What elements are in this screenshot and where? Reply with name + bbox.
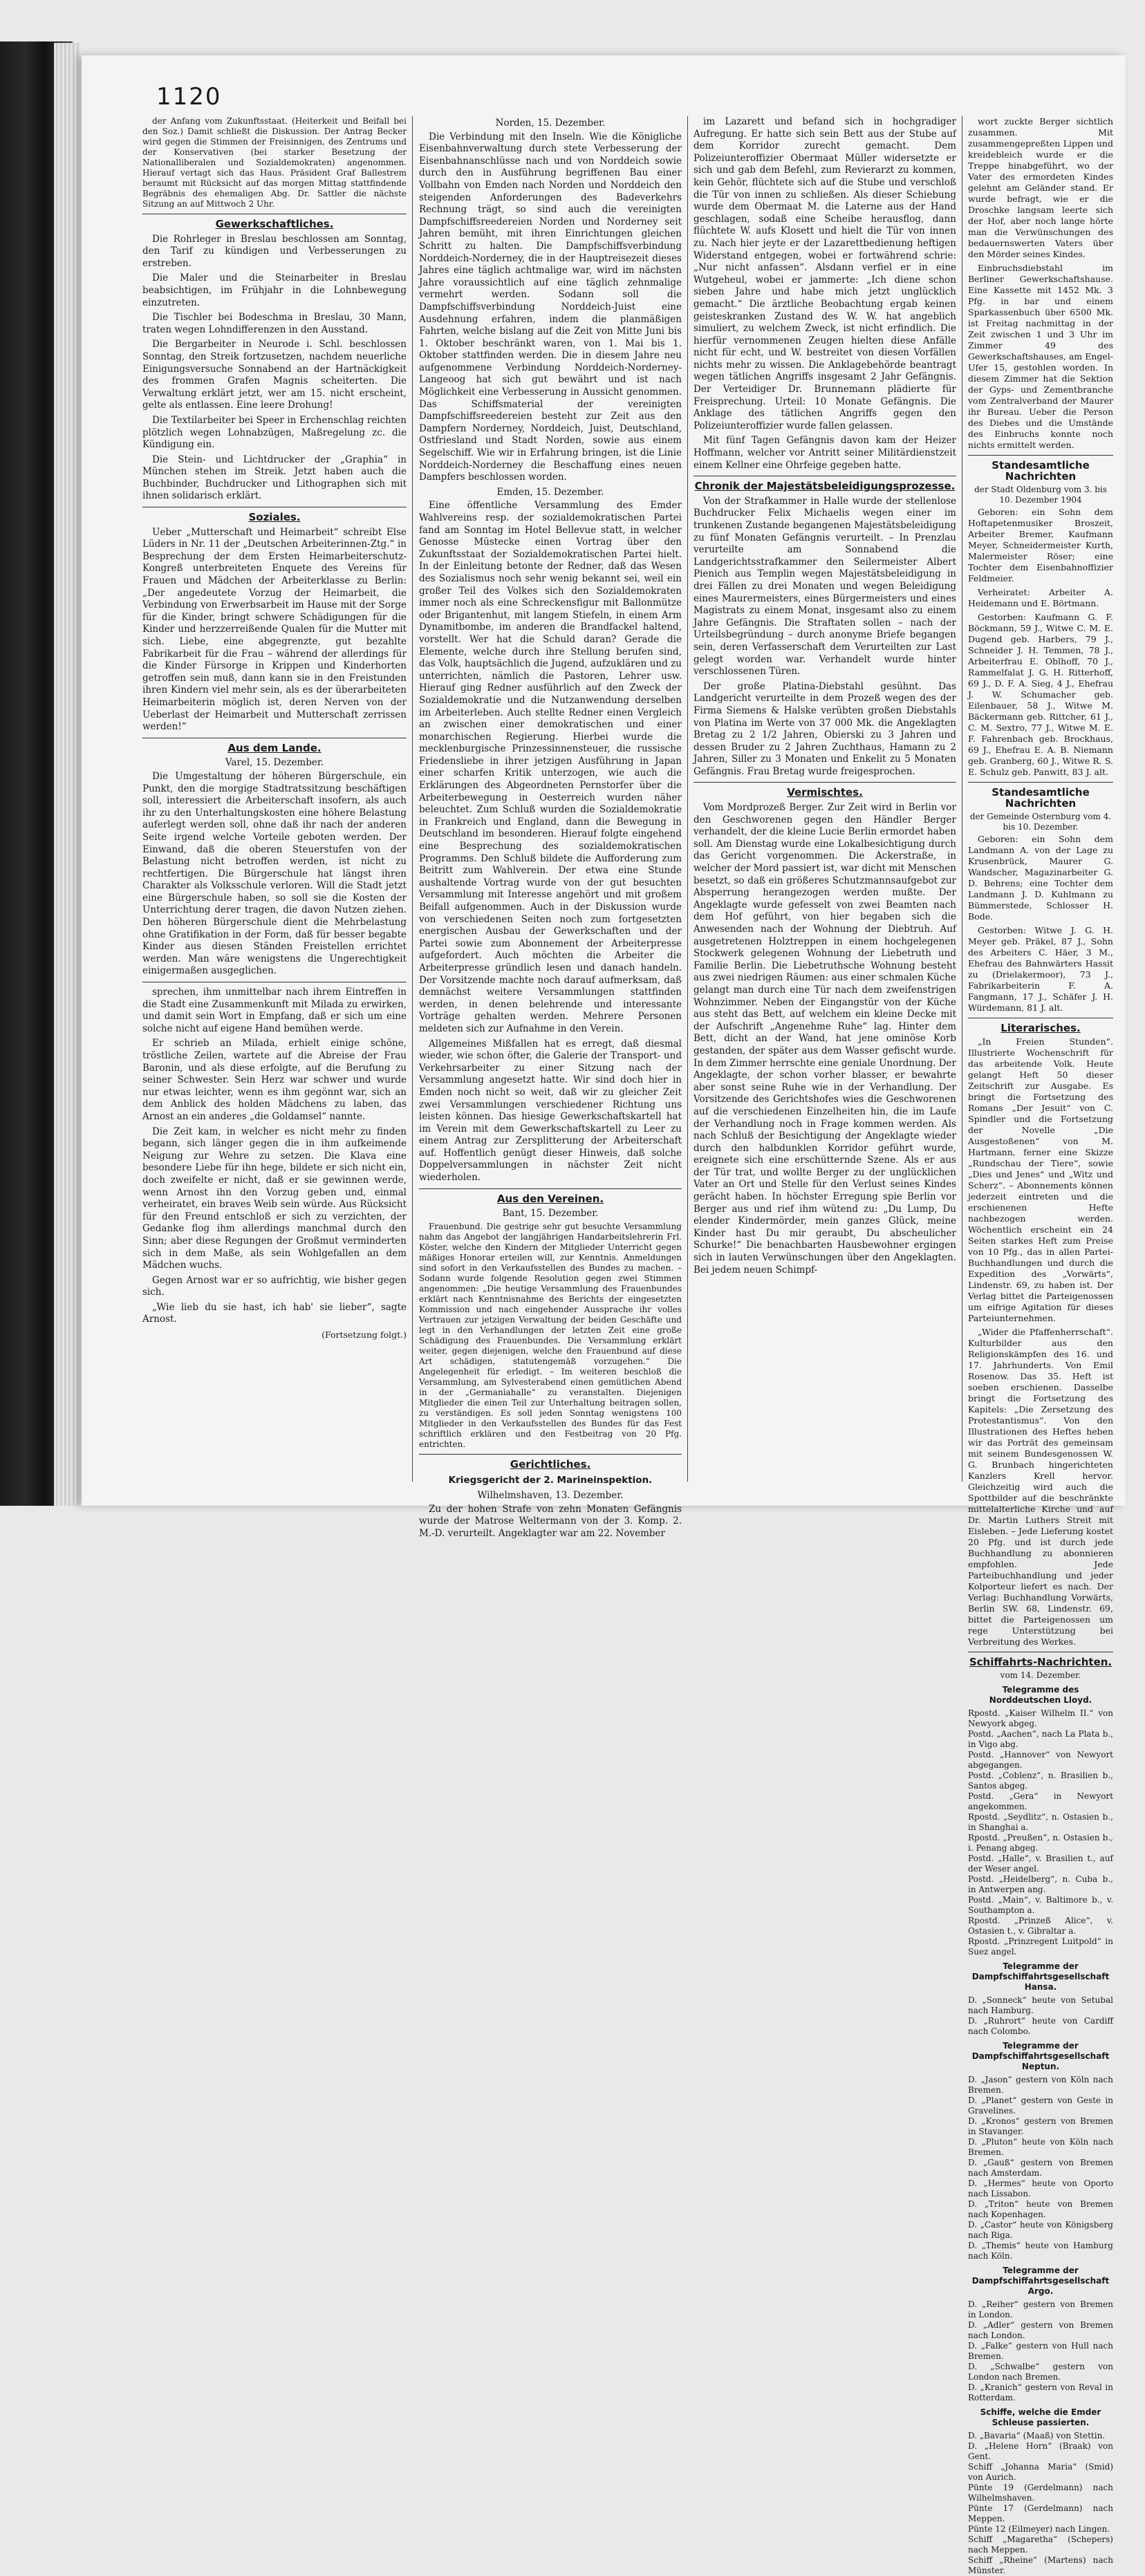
- article-paragraph: im Lazarett und befand sich in hochgradiger Aufregung. Er hatte sich sein Bett aus der Stube auf dem Korridor zurecht gemacht. Dem Polizeiunteroffizier Obermaat Müller widersetzte er sich und gab dem Befehl, zum Revierarzt zu kommen, kein Gehör, flüchtete sich auf die Stube und verschloß die Tür von innen zu schließen. Als dieser Schiebung wurde dem Obermaat M. die Laterne aus der Hand geschlagen, sodaß eine Scheibe herausflog, dann flüchtete W. aufs Klosett und hielt die Tür von innen zu. Nach hier jeyte er der Lazarettbedienung heftigen Widerstand entgegen, wobei er fortwährend schrie: „Nur nicht anfassen“. Alsdann verfiel er in eine Wutgeheul, wobei er jammerte: „Ich diene schon sieben Jahre und habe mich jetzt unglücklich gemacht.“ Die ärztliche Beobachtung ergab keinen geisteskranken Zustand des W. W. hat angeblich simuliert, zu welchem Zweck, ist nicht erfindlich. Die hierfür vernommenen Zeugen hielten diese Anfälle nicht für echt, und W. bestreitet von diesen Vorfällen nichts mehr zu wissen. Die Anklagebehörde beantragt wegen tätlichen Angriffs insgesamt 2 Jahr Gefängnis. Der Verteidiger Dr. Brunnemann plädierte für Freisprechung. Urteil: 10 Monate Gefängnis. Die Anklage des tätlichen Angriffs gegen den Polizeiunteroffizier wurde fallen gelassen.: [693, 116, 956, 431]
- shipping-line: D. „Pluton“ heute von Köln nach Bremen.: [968, 2137, 1113, 2157]
- dateline: Wilhelmshaven, 13. Dezember.: [477, 1490, 624, 1502]
- continued-note: (Fortsetzung folgt.): [322, 1329, 407, 1341]
- article-paragraph: Einbruchsdiebstahl im Berliner Gewerkschaftshause. Eine Kassette mit 1452 Mk. 3 Pfg. in bar und einem Sparkassenbuch über 6500 Mk. ist Freitag nachmittag in der Zeit zwischen 1 und 3 Uhr im Zimmer 49 des Gewerkschaftshauses, am Engel-Ufer 15, gestohlen worden. In diesem Zimmer hat die Sektion der Gyps- und Zementbranche vom Zentralverband der Maurer ihr Bureau. Ueber die Person des Diebes und die Umstände des Einbruchs konnte noch nichts ermittelt werden.: [968, 263, 1113, 450]
- article-paragraph: Eine öffentliche Versammlung des Emder Wahlvereins resp. der sozialdemokratischen Partei fand am Sonntag im Hotel Bellevue statt, in welcher Genosse Müstecke einen Vortrag über den Zukunftsstaat der Sozialdemokratischen Partei hielt. In der Einleitung betonte der Redner, daß das Wesen des Sozialismus noch sehr wenig bekannt sei, weil ein großer Teil des Volkes sich den Sozialdemokraten immer noch als eine Schreckensfigur mit Ballonmütze oder Brigantenhut, mit langem Stiefeln, in einem Arm Dynamitbombe, im anderen die Brandfackel haltend, vorstellt. Wer hat die Schuld daran? Gerade die Elemente, welche durch ihre Stellung berufen sind, das Volk, hauptsächlich die Jugend, aufzuklären und zu unterrichten, nämlich die Pastoren, Lehrer usw. Hierauf ging Redner ausführlich auf den Zweck der Sozialdemokratie und die Nutzanwendung derselben im Arbeiterleben. Auch stellte Redner einen Vergleich an zwischen einer demokratischen und einer monarchischen Regierung. Hierbei wurde die mecklenburgische Prinzessinnensteuer, die russische Friedensliebe in ihrer jetzigen Ausführung in Japan einer scharfen Kritik unterzogen, wie auch die Erklärungen des Abgeordneten Pernstorfer über die Arbeiterbewegung in Oesterreich wurden näher beleuchtet. Zum Schluß wurden die Sozialdemokratie in Frankreich und England, dann die Bewegung in Deutschland im besonderen. Hierauf folgte eingehend eine Besprechung des sozialdemokratischen Programms. Den Schluß bildete die Aufforderung zum Beitritt zum Wahlverein. Der etwa eine Stunde aushaltende Vortrag wurde von der gut besuchten Versammlung mit Interesse angehört und mit großem Beifall aufgenommen. Auch in der Diskussion wurde von verschiedenen Seiten noch zum fortgesetzten energischen Ausbau der Gewerkschaften und der Partei sowie zum Abonnement der Arbeiterpresse aufgefordert. Auch möchten die Arbeiter die Arbeiterpresse gründlich lesen und danach handeln. Der Vorsitzende machte noch darauf aufmerksam, daß demnächst weitere Versammlungen stattfinden werden, in denen belehrende und interessante Vorträge gehalten werden. Mehrere Personen meldeten sich zur Aufnahme in den Verein.: [419, 500, 682, 1034]
- serial-story-paragraph: Gegen Arnost war er so aufrichtig, wie bisher gegen sich.: [142, 1274, 407, 1298]
- article-paragraph: Die Textilarbeiter bei Speer in Erchenschlag reichten plötzlich wegen Lohnabzügen, Maßregelung zc. die Kündigung ein.: [142, 414, 407, 451]
- shipping-line: D. „Triton“ heute von Bremen nach Kopenhagen.: [968, 2199, 1113, 2219]
- article-paragraph: Die Umgestaltung der höheren Bürgerschule, ein Punkt, den die morgige Stadtratssitzung beschäftigen soll, interessiert die Arbeiterschaft insofern, als auch ihr zu den Unterhaltungskosten eine höhere Belastung auferlegt werden soll, ohne daß ihr nach der anderen Seite irgend welche Vorteile geboten werden. Der Einwand, daß die oberen Steuerstufen von der Belastung nicht betroffen werden, ist nicht zu rechtfertigen. Die Bürgerschule hat längst ihren Charakter als Volksschule verloren. Will die Stadt jetzt eine Bürgerschule haben, so soll sie die Kosten der Unterrichtung derer tragen, die davon Nutzen ziehen. Den höheren Bürgerschule dient die Mehrbelastung ohne Gratifikation in der Form, daß für besser begabte Kinder aus diesen Ständen Freistellen errichtet werden. Man wäre wenigstens die Ungerechtigkeit einigermaßen ausgeglichen.: [142, 770, 407, 977]
- subheading: der Stadt Oldenburg vom 3. bis 10. Dezember 1904: [974, 485, 1107, 505]
- telegram-list: [968, 2299, 1113, 2403]
- article-paragraph: Die Stein- und Lichtdrucker der „Graphia“ in München stehen im Streik. Jetzt haben auch die Buchbinder, Buchdrucker und Lithographen sich mit ihnen solidarisch erklärt.: [142, 454, 407, 502]
- telegram-heading: Telegramme der Dampfschiffahrtsgesellschaft Neptun.: [971, 2041, 1110, 2071]
- section-divider: [419, 1188, 682, 1189]
- section-divider: [968, 782, 1113, 783]
- article-paragraph: Der große Platina-Diebstahl gesühnt. Das Landgericht verurteilte in dem Prozeß wegen des der Firma Siemens & Halske verübten großen Diebstahls von Platina im Werte von 37 000 Mk. die Angeklagten Bretag zu 2 1/2 Jahren, Obierski zu 3 Jahren und dessen Bruder zu 2 Jahren Zuchthaus, Hamann zu 2 Jahren, Siller zu 3 Monaten und Enkelit zu 5 Monaten Gefängnis. Frau Bretag wurde freigesprochen.: [693, 680, 956, 777]
- section-heading-schiffahrt: Schiffahrts-Nachrichten.: [969, 1656, 1113, 1668]
- section-heading-gewerkschaftliches: Gewerkschaftliches.: [215, 218, 334, 230]
- page-edges: [54, 43, 80, 1506]
- article-paragraph: Die Bergarbeiter in Neurode i. Schl. beschlossen Sonntag, den Streik fortzusetzen, nachdem neuerliche Einigungsversuche Sonnabend an der Hartnäckigkeit des frommen Grafen Magnis scheiterten. Die Verwaltung erklärt jetzt, wer am 15. nicht erscheint, gelte als entlassen. Eine leere Drohung!: [142, 339, 407, 411]
- article-paragraph: Geboren: ein Sohn dem Hoftapetenmusiker Broszeit, Arbeiter Bremer, Kaufmann Meyer, Schneidermeister Kurth, Malermeister Röser; eine Tochter dem Eisenbahnoffizier Feldmeier.: [968, 507, 1113, 584]
- dateline: Emden, 15. Dezember.: [496, 486, 604, 498]
- column-rule: [687, 116, 688, 1482]
- shipping-line: Schiff „Johanna Maria“ (Smid) von Aurich.: [968, 2462, 1113, 2482]
- column-2: [419, 116, 682, 1539]
- shipping-line: D. „Helene Horn“ (Braak) von Gent.: [968, 2441, 1113, 2461]
- shipping-line: Pünte 12 (Eilmeyer) nach Lingen.: [968, 2524, 1110, 2534]
- section-heading-standesamt-oldenburg: Standesamtliche Nachrichten: [992, 459, 1090, 483]
- shipping-line: Postd. „Coblenz“, n. Brasilien b., Santos abgeg.: [968, 1771, 1113, 1791]
- dateline: Varel, 15. Dezember.: [225, 757, 324, 769]
- shipping-line: Postd. „Gera“ in Newyort angekommen.: [968, 1791, 1113, 1811]
- shipping-line: Postd. „Aachen“, nach La Plata b., in Vigo abg.: [968, 1729, 1113, 1749]
- shipping-line: D. „Themis“ heute von Hamburg nach Köln.: [968, 2241, 1113, 2261]
- article-paragraph: Allgemeines Mißfallen hat es erregt, daß diesmal wieder, wie schon öfter, die Galerie der Transport- und Verkehrsarbeiter zu einer Sitzung nach der Versammlung angesetzt hatte. Wir sind doch hier in Emden noch nicht so weit, daß wir zu gleicher Zeit zwei Versammlungen verschiedener Richtung uns leisten können. Das hiesige Gewerkschaftskartell hat im Verein mit dem Gewerkschaftskartell zu Leer zu einem Antrag zur Zersplitterung der Arbeiterschaft auf. Hoffentlich genügt dieser Hinweis, daß solche Doppelversammlungen in nächster Zeit nicht wiederholen.: [419, 1038, 682, 1184]
- section-divider: [968, 455, 1113, 456]
- shipping-line: D. „Bavaria“ (Maaß) von Stettin.: [968, 2431, 1106, 2440]
- section-heading-standesamt-osternburg: Standesamtliche Nachrichten: [992, 786, 1090, 810]
- telegram-heading: Telegramme der Dampfschiffahrtsgesellschaft Argo.: [971, 2266, 1110, 2296]
- article-paragraph: Von der Strafkammer in Halle wurde der stellenlose Buchdrucker Felix Michaelis wegen einer im trunkenen Zustande begangenen Majestätsbeleidigung zu fünf Monaten Gefängnis verurteilt. – In Prenzlau verurteilte am Sonnabend die Landgerichtsstrafkammer den Seilermeister Albert Pienich aus Templin wegen Majestätsbeleidigung in drei Fällen zu drei Monaten und wegen Beleidigung eines Maurermeisters, eines Bürgermeisters und eines Magistrats zu einem Monat, insgesamt also zu einem Jahre Gefängnis. Die Straftaten sollen – nach der Urteilsbegründung – durch anonyme Briefe begangen sein, deren Verfasserschaft dem Verurteilten zur Last gelegt worden war. Verhandelt wurde hinter verschlossenen Türen.: [693, 495, 956, 678]
- subheading-kriegsgericht: Kriegsgericht der 2. Marineinspektion.: [448, 1475, 653, 1486]
- shipping-line: Postd. „Main“, v. Baltimore b., v. Southampton a.: [968, 1895, 1113, 1915]
- article-paragraph: Vom Mordprozeß Berger. Zur Zeit wird in Berlin vor den Geschworenen gegen den Händler Berger verhandelt, der die kleine Lucie Berlin ermordet haben soll. Am Dienstag wurde eine Lokalbesichtigung durch das Gericht vorgenommen. Die Ackerstraße, in welcher der Mord passiert ist, war dicht mit Menschen besetzt, so daß ein größeres Schutzmannsaufgebot zur Absperrung herangezogen werden mußte. Der Angeklagte wurde gefesselt von zwei Beamten nach dem Hof geführt, von hier begaben sich die Anwesenden nach der Wohnung der Diebtruh. Auf ausgetretenen Holztreppen in einem hochgelegenen Stockwerk gelegenen Wohnung der Liebetruth und Familie Berlin. Die Liebetruthsche Wohnung besteht aus zwei niedrigen Räumen: aus einer schmalen Küche gelangt man durch eine Tür nach dem zweifenstrigen Wohnzimmer. Neben der Eingangstür von der Küche aus steht das Bett, auf welchem ein kleine Decke mit der Aufschrift „Angenehme Ruhe“ lag. Hinter dem Bett, dicht an der Wand, hat jene ominöse Korb gestanden, der später aus dem Wasser gefischt wurde. In dem Zimmer herrschte eine geniale Unordnung. Der Angeklagte, der schon vorher blasser, er bewahrte aber sonst seine Ruhe wie in der Verhandlung. Der Vorsitzende des Gerichtshofes wies die Geschworenen auf die verschiedenen Einzelheiten hin, die im Laufe der Verhandlung noch in Frage kommen werden. Als nach Schluß der Besichtigung der Angeklagte wieder durch den halbdunklen Korridor geführt wurde, ereignete sich eine erschütternde Szene. Als er aus der Tür trat, und wollte Berger zu der unglücklichen Vater an Ort und Stelle für den Verlust seines Kindes gerächt haben. In höchster Erregung spie Berlin vor Berger aus und rief ihm wütend zu: „Du Lump, Du elender Kindermörder, mein ganzes Glück, meine Kinder hast Du mir geraubt, Du abscheulicher Schurke!“ Die benachbarten Hausbewohner ergingen sich in lauten Verwünschungen über den Angeklagten. Bei jedem neuen Schimpf-: [693, 802, 956, 1276]
- shipping-line: D. „Castor“ heute von Königsberg nach Riga.: [968, 2220, 1113, 2240]
- section-heading-gerichtliches: Gerichtliches.: [510, 1457, 591, 1471]
- column-3: [693, 116, 956, 1478]
- shipping-line: Rpostd. „Preußen“, n. Ostasien b., i. Penang abgeg.: [968, 1833, 1113, 1853]
- telegram-list: [968, 2075, 1113, 2261]
- shipping-line: Postd. „Heidelberg“, n. Cuba b., in Antwerpen ang.: [968, 1874, 1113, 1894]
- section-heading-soziales: Soziales.: [248, 511, 301, 524]
- telegram-list: [968, 1708, 1113, 1957]
- subheading: vom 14. Dezember.: [1000, 1670, 1081, 1680]
- shipping-line: Pünte 17 (Gerdelmann) nach Meppen.: [968, 2503, 1113, 2523]
- column-4: [968, 116, 1113, 2575]
- shipping-line: Schiff „Rheine“ (Martens) nach Münster.: [968, 2555, 1113, 2575]
- article-paragraph: Gestorben: Witwe J. G. H. Meyer geb. Präkel, 87 J., Sohn des Arbeiters C. Häer, 3 M., Ehefrau des Bahnwärters Hassit zu (Drielakermoor), 73 J., Fabrikarbeiterin F. A. Fangmann, 17 J., Schäfer J. H. Würdemann, 81 J. alt.: [968, 925, 1113, 1013]
- section-heading-chronik: Chronik der Majestätsbeleidigungsprozesse.: [694, 480, 956, 493]
- shipping-line: Rpostd. „Prinzeß Alice“, v. Ostasien t., v. Gibraltar a.: [968, 1916, 1113, 1936]
- article-paragraph: wort zuckte Berger sichtlich zusammen. Mit zusammengepreßten Lippen und kreidebleich wurde er die Treppe hinabgeführt, wo der Vater des ermordeten Kindes gelehnt am Geländer stand. Er wurde befragt, wie er die Droschke langsam leerte sich der Hof, aber noch lange hörte man die Verwünschungen des bedauernswerten Vaters über den Mörder seines Kindes.: [968, 116, 1113, 259]
- section-heading-literarisches: Literarisches.: [1000, 1022, 1081, 1034]
- dateline: Norden, 15. Dezember.: [495, 118, 606, 129]
- article-paragraph: Zu der hohen Strafe von zehn Monaten Gefängnis wurde der Matrose Weltermann von der 3. Komp. 2. M.-D. verurteilt. Angeklagter war am 22. November: [419, 1503, 682, 1539]
- shipping-line: D. „Schwalbe“ gestern von London nach Bremen.: [968, 2362, 1113, 2382]
- article-paragraph: Ueber „Mutterschaft und Heimarbeit“ schreibt Else Lüders in Nr. 11 der „Deutschen Arbeiterinnen-Ztg.“ in Besprechung der dem Ersten Heimarbeiterschutz-Kongreß unterbreiteten Enquete des Vereins für Frauen und Mädchen der Arbeiterklasse zu Berlin: „Der angedeutete Vorzug der Heimarbeit, die Verbindung von Erwerbsarbeit im Hause mit der Sorge für die Kinder, bringt schwere Schädigungen für die Kinder und herzzerreißende Qualen für die Mutter mit sich. Liebe, eine abgegrenzte, gut bezahlte Fabrikarbeit für die Frau – während der allerdings für die Kinder Fürsorge in Krippen und Kinderhorten getroffen sein muß, dann kann sie in den Freistunden ihren Kindern viel mehr sein, als es der überarbeiteten Heimarbeiterin möglich ist, deren Nerven von der Ueberlast der Heimarbeit und Mutterschaft zerrissen werden!“: [142, 526, 407, 733]
- article-paragraph: Frauenbund. Die gestrige sehr gut besuchte Versammlung nahm das Angebot der langjährigen Handarbeitslehrerin Frl. Köster, welche den Kindern der Mitglieder Unterricht gegen mäßiges Honorar erteilen will, zur Kenntnis. Anmeldungen sind sofort in den Verkaufsstellen des Bundes zu machen. – Sodann wurde folgende Resolution gegen zwei Stimmen angenommen: „Die heutige Versammlung des Frauenbundes erklärt nach Kenntnisnahme des Berichts der eingesetzten Kommission und nach eingehender Aussprache ihr volles Vertrauen zur jetzigen Verwaltung der beiden Geschäfte und legt in den Verhandlungen der letzten Zeit eine große Schädigung des Frauenbundes. Die Versammlung erklärt weiter, gegen diejenigen, welche den Frauenbund auf diese Art schädigen, statutengemäß vorzugehen.“ Die Angelegenheit für erledigt. – Im weiteren beschloß die Versammlung, am Sylvesterabend einen gemütlichen Abend in der „Germaniahalle“ zu veranstalten. Diejenigen Mitglieder die einen Teil zur Unterhaltung beitragen sollen, zu verständigen. Es soll jeden Sonntag wenigstens 100 Mitglieder in den Verkaufsstellen des Bundes für das Fest schriftlich erklären und den Festbeitrag von 20 Pfg. entrichten.: [419, 1221, 682, 1449]
- page-number: 1120: [156, 83, 222, 111]
- shipping-line: D. „Jason“ gestern von Köln nach Bremen.: [968, 2075, 1113, 2095]
- telegram-heading: Schiffe, welche die Emder Schleuse passierten.: [980, 2407, 1101, 2427]
- shipping-line: D. „Adler“ gestern von Bremen nach London.: [968, 2320, 1113, 2340]
- shipping-line: D. „Gauß“ gestern von Bremen nach Amsterdam.: [968, 2158, 1113, 2178]
- article-paragraph: „In Freien Stunden“. Illustrierte Wochenschrift für das arbeitende Volk. Heute gelangt Heft 50 dieser Zeitschrift zur Ausgabe. Es bringt die Fortsetzung des Romans „Der Jesuit“ von C. Spindler und die Fortsetzung der Novelle „Die Ausgestoßenen“ von M. Hartmann, ferner eine Skizze „Rundschau der Tiere“, sowie „Dies und Jenes“ und „Witz und Scherz“. – Abonnements können jederzeit eintreten und die erschienenen Hefte nachbezogen werden. Wöchentlich erscheint ein 24 Seiten starkes Heft zum Preise von 10 Pfg., das in allen Partei-Buchhandlungen und durch die Expedition des „Vorwärts“, Lindenstr. 69, zu haben ist. Der Verlag bittet die Parteigenossen um eifrige Agitation für dieses Parteiunternehmen.: [968, 1036, 1113, 1323]
- shipping-line: D. „Kronos“ gestern von Bremen in Stavanger.: [968, 2116, 1113, 2136]
- serial-story-paragraph: Er schrieb an Milada, erhielt einige schöne, tröstliche Zeilen, wartete auf die Abreise der Frau Baronin, und als diese erfolgte, auf die Berufung zu seiner Schwester. Sein Herz war schwer und wurde nur etwas leichter, wenn es ihm gegönnt war, sich an dem Anblick des holden Mädchens zu laben, das Arnost an ein anderes „die Goldamsel“ nannte.: [142, 1038, 407, 1122]
- section-heading-aus-dem-lande: Aus dem Lande.: [227, 741, 322, 754]
- newspaper-page: [82, 55, 1126, 2575]
- shipping-line: D. „Kranich“ gestern von Reval in Rotterdam.: [968, 2382, 1113, 2402]
- article-paragraph: Verheiratet: Arbeiter A. Heidemann und E. Börtmann.: [968, 587, 1113, 608]
- article-paragraph: Die Tischler bei Bodeschma in Breslau, 30 Mann, traten wegen Lohndifferenzen in den Ausstand.: [142, 312, 407, 335]
- section-heading-aus-den-vereinen: Aus den Vereinen.: [496, 1192, 604, 1205]
- shipping-line: D. „Falke“ gestern von Hull nach Bremen.: [968, 2341, 1113, 2361]
- shipping-line: D. „Hermes“ heute von Oporto nach Lissabon.: [968, 2178, 1113, 2199]
- telegram-heading: Telegramme der Dampfschiffahrtsgesellschaft Hansa.: [971, 1961, 1110, 1992]
- section-divider: [419, 1454, 682, 1455]
- article-paragraph: Geboren: ein Sohn dem Landmann A. von der Lage zu Krusenbrück, Maurer G. Wandscher, Magazinarbeiter G. D. Behrens; eine Tochter dem Landmann J. D. Kuhlmann zu Bümmerstede, Schlosser H. Bode.: [968, 834, 1113, 922]
- serial-story-paragraph: Die Zeit kam, in welcher es nicht mehr zu finden begann, sich länger gegen die in ihm aufkeimende Neigung zur Wehre zu setzen. Die Klava eine besondere Liebe für ihn hege, bildete er sich nicht ein, doch zweifelte er nicht, daß er sie gewinnen werde, wenn Arnost ihn den Vorzug geben und, einmal verheiratet, ein braves Weib sein würde. Aus Rücksicht für den Freund entschloß er sich zu verzichten, der Gedanke flog ihm allerdings manchmal durch den Sinn; aber diese Regungen der Großmut verminderten sich in dem Maße, als sein Wohlgefallen an dem Mädchen wuchs.: [142, 1126, 407, 1271]
- article-paragraph: Die Maler und die Steinarbeiter in Breslau beabsichtigen, im Frühjahr in die Lohnbewegung einzutreten.: [142, 272, 407, 308]
- article-paragraph: Die Verbindung mit den Inseln. Wie die Königliche Eisenbahnverwaltung durch stete Verbesserung der Eisenbahnanschlüsse nach und von Norddeich sowie durch den in Ausführung begriffenen Bau einer Vollbahn von Emden nach Norden und Norddeich den steigenden Anforderungen des Badeverkehrs Rechnung trägt, so sind auch die vereinigten Dampfschiffsreedereien Norden und Norderney seit Jahren bemüht, mit ihren Einrichtungen gleichen Schritt zu halten. Die Dampfschiffsverbindung Norddeich-Norderney, die in der Hauptreisezeit dieses Jahres eine täglich achtmalige war, wird im nächsten Jahre voraussichtlich auf eine täglich zehnmalige vermehrt werden. Sodann soll die Dampfschiffsverbindung Norddeich-Juist eine Ausdehnung erfahren, indem die planmäßigen Fahrten, welche bislang auf die Zeit von Mitte Juni bis 1. Oktober beschränkt waren, von 1. Mai bis 1. Oktober stattfinden werden. Die in diesem Jahre neu aufgenommene Verbindung Norddeich-Norderney-Langeoog hat sich gut bewährt und ist nach Möglichkeit eine Verbesserung in Aussicht genommen. Das Schiffsmaterial der vereinigten Dampfschiffsreedereien besteht zur Zeit aus den Dampfern Norderney, Norddeich, Juist, Deutschland, Ostfriesland und Stadt Norden, sowie aus einem Segelschiff. Wie wir in Erfahrung bringen, ist die Linie Norddeich-Norderney die Beschaffung eines neuen Dampfers beschlossen worden.: [419, 131, 682, 483]
- article-paragraph: Mit fünf Tagen Gefängnis davon kam der Heizer Hoffmann, welcher vor Antritt seiner Militärdienstzeit einem Kellner eine Ohrfeige gegeben hatte.: [693, 435, 956, 471]
- shipping-line: Postd. „Hannover“ von Newyort abgegangen.: [968, 1750, 1113, 1770]
- section-divider: [693, 782, 956, 783]
- column-1: [142, 116, 407, 1478]
- telegram-list: [968, 2431, 1113, 2576]
- shipping-line: Schiff „Magaretha“ (Schepers) nach Meppen.: [968, 2535, 1113, 2555]
- serial-story-paragraph: „Wie lieb du sie hast, ich hab' sie lieber“, sagte Arnost.: [142, 1301, 407, 1325]
- article-paragraph: „Wider die Pfaffenherrschaft“. Kulturbilder aus den Religionskämpfen des 16. und 17. Jahrhunderts. Von Emil Rosenow. Das 35. Heft ist soeben erschienen. Dasselbe bringt die Fortsetzung des Kapitels: „Die Zersetzung des Protestantismus“. Von den Illustrationen des Heftes heben wir das Porträt des gemeinsam mit seinem Bundesgenossen W. G. Brunbach hingerichteten Kanzlers Krell hervor. Gleichzeitig wird auch die Spottbilder auf die beschränkte mittelalterliche Kirche und auf Dr. Martin Luthers Streit mit Eisleben. – Jede Lieferung kostet 20 Pfg. und ist durch jede Buchhandlung zu abonnieren empfohlen. Jede Parteibuchhandlung und jeder Kolporteur liefert es nach. Der Verlag: Buchhandlung Vorwärts, Berlin SW. 68, Lindenstr. 69, bittet die Parteigenossen um rege Unterstützung bei Verbreitung des Werkes.: [968, 1327, 1113, 1647]
- shipping-line: D. „Ruhrort“ heute von Cardiff nach Colombo.: [968, 2016, 1113, 2036]
- shipping-line: Rpostd. „Seydlitz“, n. Ostasien b., in Shanghai a.: [968, 1812, 1113, 1832]
- telegram-list: [968, 1995, 1113, 2037]
- shipping-line: D. „Sonneck“ heute von Setubal nach Hamburg.: [968, 1995, 1113, 2015]
- dateline: Bant, 15. Dezember.: [502, 1208, 599, 1220]
- column-rule: [412, 116, 413, 1482]
- shipping-line: D. „Planet“ gestern von Geste in Gravelines.: [968, 2096, 1113, 2116]
- shipping-line: Rpostd. „Kaiser Wilhelm II.“ von Newyork abgeg.: [968, 1708, 1113, 1728]
- section-heading-vermischtes: Vermischtes.: [787, 786, 863, 799]
- serial-story-paragraph: sprechen, ihm unmittelbar nach ihrem Eintreffen in die Stadt eine Zusammenkunft mit Milada zu erwirken, und damit sein Wort in Empfang, daß er sich um eine solche nicht auf eigene Hand bemühen werde.: [142, 987, 407, 1034]
- shipping-line: Rpostd. „Prinzregent Luitpold“ in Suez angel.: [968, 1936, 1113, 1957]
- shipping-line: Pünte 19 (Gerdelmann) nach Wilhelmshaven.: [968, 2483, 1113, 2503]
- article-paragraph: Gestorben: Kaufmann G. F. Böckmann, 59 J., Witwe C. M. E. Dugend geb. Harbers, 79 J., Schneider J. H. Temmen, 78 J., Arbeiterfrau E. Oblhoff, 70 J., Rammelfalat J. G. H. Ritterhoff, 69 J., D. F. A. Sieg, 4 J., Ehefrau J. W. Schumacher geb. Eilenbauer, 58 J., Witwe M. Bäckermann geb. Rittcher, 61 J., C. M. Sextro, 77 J., Witwe M. E. F. Fahrenbach geb. Brockhaus, 69 J., Ehefrau E. A. B. Niemann geb. Granberg, 60 J., Witwe R. S. E. Schulz geb. Panwitt, 83 J. alt.: [968, 612, 1113, 777]
- article-paragraph: Die Rohrleger in Breslau beschlossen am Sonntag, den Tarif zu kündigen und Verbesserungen zu erstreben.: [142, 233, 407, 269]
- subheading: der Gemeinde Osternburg vom 4. bis 10. Dezember.: [969, 812, 1112, 832]
- telegram-heading: Telegramme des Norddeutschen Lloyd.: [989, 1685, 1092, 1705]
- reichstag-report-end: der Anfang vom Zukunftsstaat. (Heiterkeit und Beifall bei den Soz.) Damit schließt die Diskussion. Der Antrag Becker wird gegen die Stimmen der Freisinnigen, des Zentrums und der Konservativen (bei starker Besetzung der Nationalliberalen und Sozialdemokraten) angenommen. Hierauf vertagt sich das Haus. Präsident Graf Ballestrem beraumt mit Rücksicht auf das morgen Mittag stattfindende Begräbnis des ehemaligen Abg. Dr. Sattler die nächste Sitzung an auf Mittwoch 2 Uhr.: [142, 116, 407, 209]
- shipping-line: Postd. „Halle“, v. Brasilien t., auf der Weser angel.: [968, 1854, 1113, 1874]
- shipping-line: D. „Reiher“ gestern von Bremen in London.: [968, 2299, 1113, 2320]
